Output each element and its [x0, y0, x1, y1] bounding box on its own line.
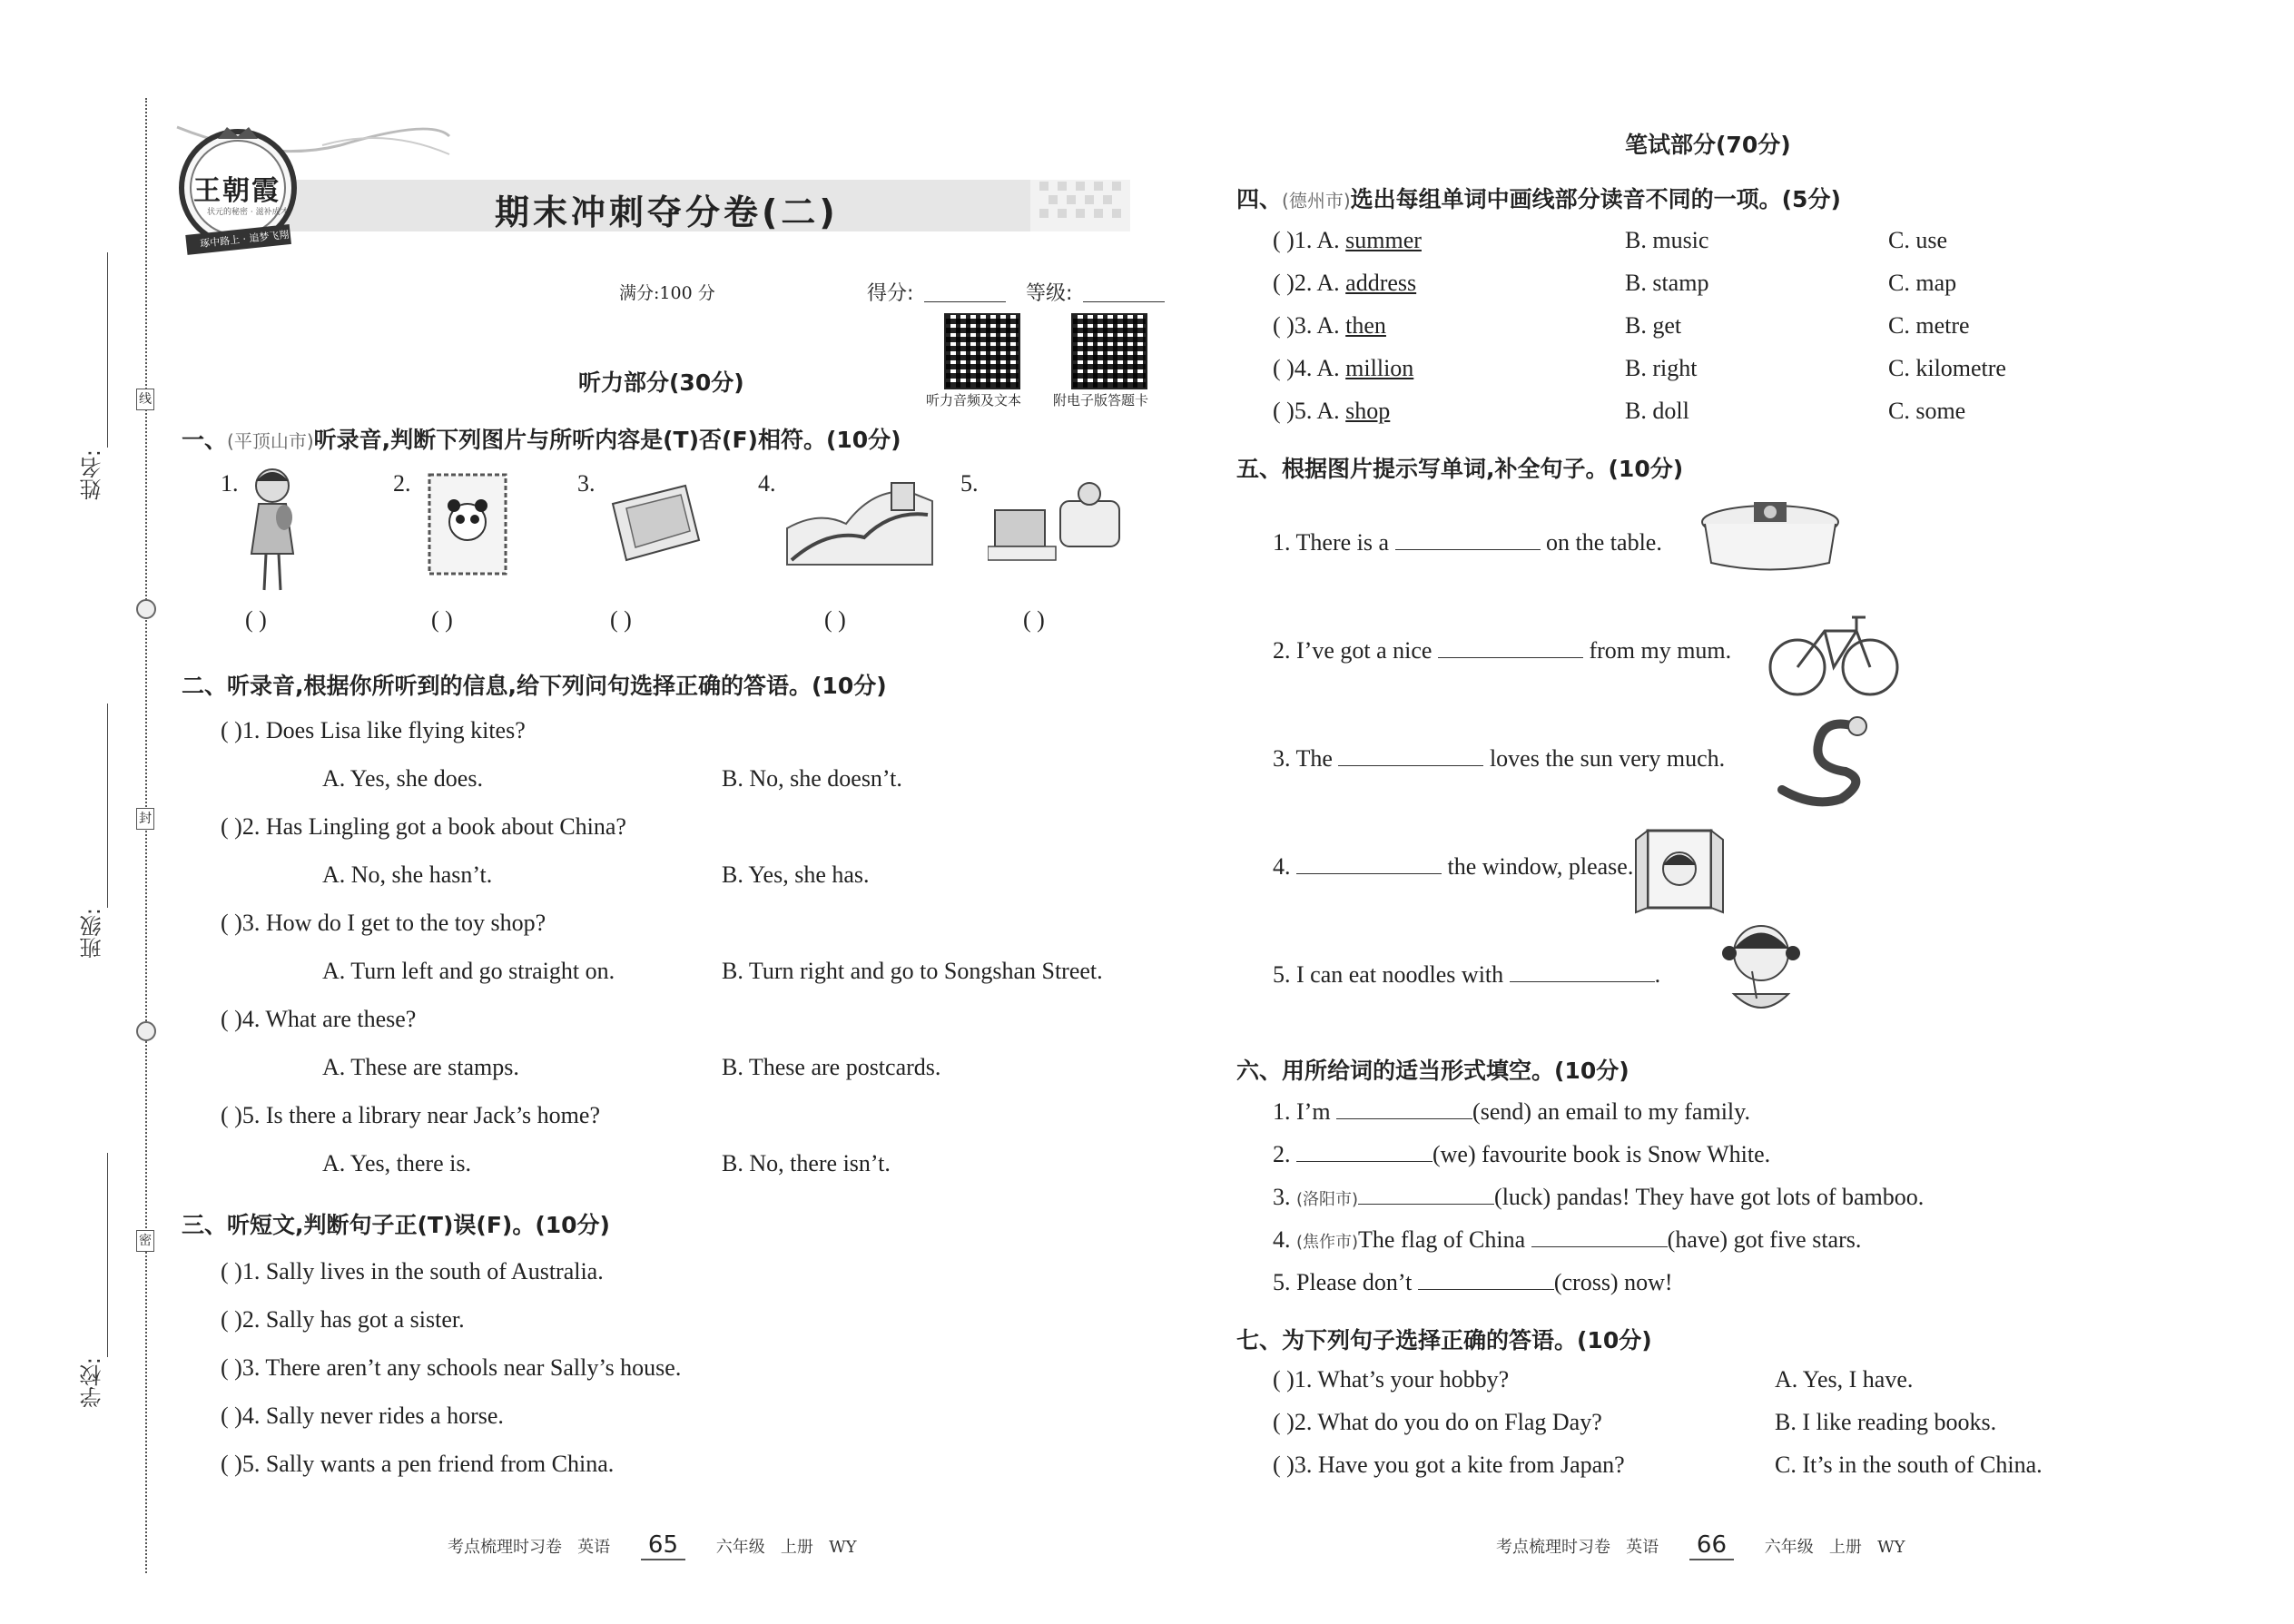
- binding-dotted-line: [145, 98, 147, 1573]
- fill-blank[interactable]: [1418, 1269, 1554, 1290]
- footer-right: 考点梳理时习卷 英语 66 六年级 上册 WY: [1496, 1531, 1905, 1559]
- s4-row-4-b: B. right: [1625, 355, 1698, 381]
- fill-blank[interactable]: [1531, 1226, 1668, 1247]
- girl-eating-noodles-picture: [1716, 917, 1807, 1026]
- s6-item-3: 3. (洛阳市) (luck) pandas! They have got lots of bamboo.: [1273, 1184, 1925, 1210]
- binding-hole-icon: [136, 1021, 156, 1041]
- camera-on-table-picture: [1698, 495, 1843, 576]
- section-3-title: 三、听短文,判断句子正(T)误(F)。(10分): [182, 1212, 610, 1238]
- section-5-title: 五、根据图片提示写单词,补全句子。(10分): [1236, 456, 1684, 482]
- s6-item-4: 4. (焦作市)The flag of China (have) got five stars.: [1273, 1226, 1862, 1253]
- s2-q2-b: B. Yes, she has.: [722, 861, 870, 888]
- girl-violin-picture: [241, 463, 304, 599]
- s5-item-4: 4. the window, please.: [1273, 853, 1634, 880]
- s7-q1[interactable]: ( )1. What’s your hobby?: [1273, 1366, 1510, 1393]
- seal-mark-xian: 线: [136, 389, 154, 410]
- logo-ribbon: 琢中路上 · 追梦飞翔: [199, 228, 290, 251]
- school-line: [107, 1153, 108, 1357]
- s5-item-3: 3. The loves the sun very much.: [1273, 745, 1726, 772]
- grade-label: 等级:: [1026, 282, 1073, 305]
- s7-a3: C. It’s in the south of China.: [1775, 1452, 2043, 1478]
- s5-item-5: 5. I can eat noodles with .: [1273, 961, 1661, 988]
- section-2-title: 二、听录音,根据你所听到的信息,给下列问句选择正确的答语。(10分): [182, 673, 887, 699]
- s4-row-5-c: C. some: [1888, 398, 1966, 424]
- fill-blank[interactable]: [1296, 1141, 1433, 1162]
- pic-num-5: 5.: [960, 470, 979, 497]
- binding-hole-icon: [136, 599, 156, 619]
- bicycle-picture: [1766, 604, 1902, 699]
- answer-paren[interactable]: ( ): [245, 606, 267, 633]
- fill-blank[interactable]: [1510, 961, 1655, 982]
- s2-q3-a: A. Turn left and go straight on.: [322, 958, 615, 984]
- s3-item-1[interactable]: ( )1. Sally lives in the south of Australia.: [221, 1258, 604, 1284]
- seal-mark-mi: 密: [136, 1230, 154, 1252]
- s2-q2-a: A. No, she hasn’t.: [322, 861, 493, 888]
- s4-row-1-c: C. use: [1888, 227, 1947, 253]
- s2-q2[interactable]: ( )2. Has Lingling got a book about China?: [221, 813, 626, 840]
- pic-num-2: 2.: [393, 470, 411, 497]
- great-wall-picture: [783, 474, 937, 569]
- s2-q1-a: A. Yes, she does.: [322, 765, 483, 792]
- s3-item-3[interactable]: ( )3. There aren’t any schools near Sally’s house.: [221, 1354, 682, 1381]
- s4-row-3-b: B. get: [1625, 312, 1682, 339]
- open-window-picture: [1634, 822, 1725, 917]
- s2-q1[interactable]: ( )1. Does Lisa like flying kites?: [221, 717, 526, 743]
- s2-q3-b: B. Turn right and go to Songshan Street.: [722, 958, 1103, 984]
- s2-q1-b: B. No, she doesn’t.: [722, 765, 902, 792]
- class-line: [107, 704, 108, 908]
- postcards-picture: [604, 477, 704, 567]
- s4-row-2[interactable]: ( )2. A. address: [1273, 270, 1417, 296]
- qr-code-answer-card[interactable]: [1071, 313, 1147, 389]
- s3-item-2[interactable]: ( )2. Sally has got a sister.: [221, 1306, 465, 1333]
- s4-row-1[interactable]: ( )1. A. summer: [1273, 227, 1422, 253]
- footer-left: 考点梳理时习卷 英语 65 六年级 上册 WY: [448, 1531, 857, 1559]
- s4-row-3-c: C. metre: [1888, 312, 1970, 339]
- fill-blank[interactable]: [1395, 529, 1541, 550]
- answer-paren[interactable]: ( ): [610, 606, 632, 633]
- s5-item-1: 1. There is a on the table.: [1273, 529, 1662, 556]
- fill-blank[interactable]: [1358, 1184, 1494, 1205]
- s3-item-4[interactable]: ( )4. Sally never rides a horse.: [221, 1403, 504, 1429]
- s4-row-2-b: B. stamp: [1625, 270, 1709, 296]
- pic-num-4: 4.: [758, 470, 776, 497]
- s2-q4[interactable]: ( )4. What are these?: [221, 1006, 417, 1032]
- answer-paren[interactable]: ( ): [824, 606, 846, 633]
- pic-num-1: 1.: [221, 470, 239, 497]
- section-1-title: 一、(平顶山市)听录音,判断下列图片与所听内容是(T)否(F)相符。(10分): [182, 427, 901, 453]
- s2-q5-b: B. No, there isn’t.: [722, 1150, 891, 1176]
- s4-row-4-c: C. kilometre: [1888, 355, 2006, 381]
- s4-row-2-c: C. map: [1888, 270, 1957, 296]
- page-title: 期末冲刺夺分卷(二): [495, 192, 839, 232]
- fill-blank[interactable]: [1438, 637, 1583, 658]
- s2-q5[interactable]: ( )5. Is there a library near Jack’s home?: [221, 1102, 600, 1128]
- s7-q3[interactable]: ( )3. Have you got a kite from Japan?: [1273, 1452, 1625, 1478]
- name-label: 姓名:: [80, 449, 105, 501]
- s3-item-5[interactable]: ( )5. Sally wants a pen friend from China.: [221, 1451, 615, 1477]
- seal-mark-feng: 封: [136, 808, 154, 830]
- s6-item-1: 1. I’m (send) an email to my family.: [1273, 1098, 1750, 1125]
- snake-picture: [1768, 713, 1877, 808]
- pic-num-3: 3.: [577, 470, 596, 497]
- qr-caption-answer-card: 附电子版答题卡: [1053, 392, 1149, 408]
- s5-item-2: 2. I’ve got a nice from my mum.: [1273, 637, 1732, 664]
- s4-row-1-b: B. music: [1625, 227, 1709, 253]
- grade-blank[interactable]: [1083, 301, 1165, 302]
- girl-watching-tv-picture: [988, 474, 1124, 565]
- qr-code-audio[interactable]: [944, 313, 1020, 389]
- s2-q3[interactable]: ( )3. How do I get to the toy shop?: [221, 910, 546, 936]
- name-line: [107, 252, 108, 448]
- full-score: 满分:100 分: [619, 283, 715, 303]
- s2-q5-a: A. Yes, there is.: [322, 1150, 471, 1176]
- score-blank[interactable]: [924, 301, 1006, 302]
- s2-q4-a: A. These are stamps.: [322, 1054, 519, 1080]
- page-number: 66: [1689, 1531, 1734, 1560]
- qr-caption-audio: 听力音频及文本: [926, 392, 1022, 408]
- class-label: 班级:: [80, 908, 105, 960]
- s4-row-3[interactable]: ( )3. A. then: [1273, 312, 1386, 339]
- s7-a1: A. Yes, I have.: [1775, 1366, 1914, 1393]
- panda-stamp-picture: [427, 472, 508, 576]
- listening-title: 听力部分(30分): [578, 369, 744, 396]
- fill-blank[interactable]: [1336, 1098, 1472, 1119]
- s4-row-5[interactable]: ( )5. A. shop: [1273, 398, 1391, 424]
- s4-row-5-b: B. doll: [1625, 398, 1689, 424]
- section-6-title: 六、用所给词的适当形式填空。(10分): [1236, 1058, 1629, 1084]
- logo-text: 王朝霞: [193, 175, 281, 207]
- s2-q4-b: B. These are postcards.: [722, 1054, 941, 1080]
- answer-paren[interactable]: ( ): [431, 606, 453, 633]
- section-7-title: 七、为下列句子选择正确的答语。(10分): [1236, 1327, 1652, 1353]
- s6-item-5: 5. Please don’t (cross) now!: [1273, 1269, 1673, 1295]
- fill-blank[interactable]: [1296, 853, 1442, 874]
- s6-item-2: 2. (we) favourite book is Snow White.: [1273, 1141, 1771, 1167]
- page-number: 65: [641, 1531, 685, 1560]
- logo-subtitle: 状元的秘密 · 滋补成才: [207, 208, 289, 217]
- section-4-title: 四、(德州市)选出每组单词中画线部分读音不同的一项。(5分): [1236, 186, 1841, 212]
- s4-row-4[interactable]: ( )4. A. million: [1273, 355, 1414, 381]
- s7-a2: B. I like reading books.: [1775, 1409, 1997, 1435]
- fill-blank[interactable]: [1338, 745, 1483, 766]
- school-label: 学校:: [80, 1357, 105, 1409]
- score-label: 得分:: [867, 282, 914, 305]
- answer-paren[interactable]: ( ): [1023, 606, 1045, 633]
- s7-q2[interactable]: ( )2. What do you do on Flag Day?: [1273, 1409, 1602, 1435]
- writing-title: 笔试部分(70分): [1625, 132, 1791, 158]
